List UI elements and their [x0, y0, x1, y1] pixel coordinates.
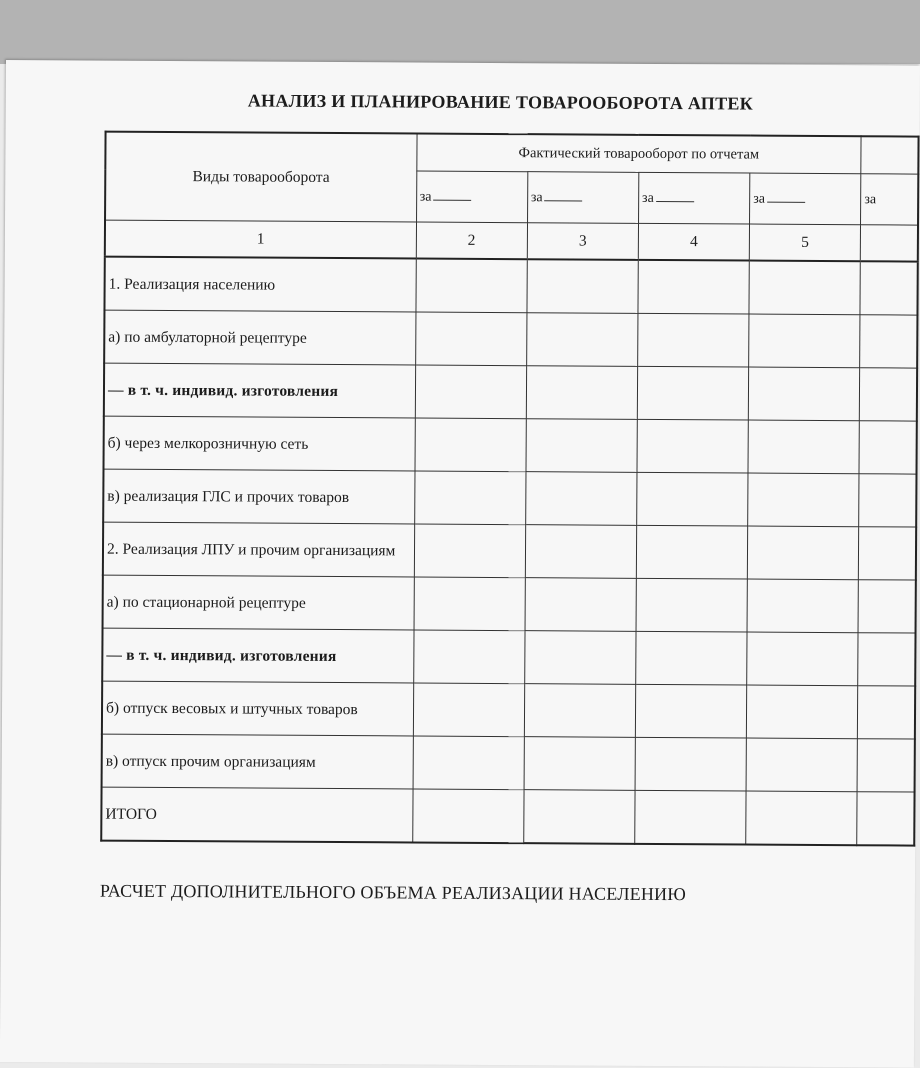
period-cell — [750, 173, 861, 225]
period-label: за — [642, 190, 654, 206]
data-cell — [858, 686, 916, 739]
data-cell — [637, 366, 748, 420]
data-cell — [524, 631, 635, 685]
turnover-table — [100, 131, 919, 847]
data-cell — [748, 420, 859, 474]
data-cell — [859, 421, 917, 474]
data-cell — [635, 790, 746, 844]
data-cell — [857, 739, 915, 792]
row-label: — в т. ч. индивид. изготовления — [102, 628, 413, 683]
data-cell — [749, 261, 860, 315]
row-label: б) отпуск весовых и штучных товаров — [102, 681, 413, 736]
row-label: 1. Реализация населению — [104, 257, 415, 312]
data-cell — [415, 312, 526, 366]
data-cell — [858, 633, 916, 686]
column-number — [861, 225, 918, 262]
row-label: в) реализация ГЛС и прочих товаров — [103, 469, 414, 524]
data-cell — [748, 473, 859, 527]
data-cell — [523, 790, 634, 844]
row-label: б) через мелкорозничную сеть — [104, 416, 415, 471]
period-label: за — [530, 189, 543, 205]
total-row-label: ИТОГО — [101, 787, 412, 842]
data-cell — [638, 313, 749, 367]
truncated-header-cell — [861, 136, 918, 174]
document-page — [0, 60, 920, 1068]
data-cell — [637, 419, 748, 473]
data-cell — [749, 314, 860, 368]
data-cell — [860, 261, 918, 315]
scanner-top-band — [0, 0, 920, 64]
period-label: за — [419, 189, 432, 205]
data-cell — [859, 474, 917, 527]
data-cell — [636, 631, 747, 685]
data-cell — [636, 525, 747, 579]
data-cell — [525, 525, 636, 579]
column-number: 2 — [416, 222, 527, 259]
period-cell — [527, 172, 638, 224]
data-cell — [747, 526, 858, 580]
period-label: за — [753, 191, 766, 207]
data-cell — [638, 260, 749, 314]
data-cell — [525, 578, 636, 632]
row-label: а) по стационарной рецептуре — [103, 575, 414, 630]
data-cell — [860, 368, 918, 421]
document-title: АНАЛИЗ И ПЛАНИРОВАНИЕ ТОВАРООБОРОТА АПТЕК — [247, 90, 754, 114]
column-number: 5 — [749, 224, 860, 261]
data-cell — [415, 365, 526, 419]
data-cell — [416, 259, 527, 313]
row-label: в) отпуск прочим организациям — [102, 734, 413, 789]
data-cell — [415, 418, 526, 472]
data-cell — [635, 684, 746, 738]
data-cell — [746, 738, 857, 792]
data-cell — [857, 792, 915, 846]
data-cell — [747, 632, 858, 686]
row-label: 2. Реализация ЛПУ и прочим организациям — [103, 522, 414, 577]
data-cell — [414, 471, 525, 525]
data-cell — [526, 366, 637, 420]
data-cell — [860, 315, 918, 368]
data-cell — [747, 579, 858, 633]
data-cell — [748, 367, 859, 421]
data-cell — [746, 791, 857, 845]
data-cell — [413, 630, 524, 684]
data-cell — [635, 737, 746, 791]
data-cell — [413, 736, 524, 790]
data-cell — [412, 789, 523, 843]
data-cell — [637, 472, 748, 526]
data-cell — [859, 527, 917, 580]
column-number: 3 — [527, 223, 638, 260]
data-cell — [636, 578, 747, 632]
data-cell — [525, 472, 636, 526]
data-cell — [414, 577, 525, 631]
data-cell — [526, 313, 637, 367]
period-label: за — [864, 191, 877, 207]
period-cell — [861, 174, 919, 225]
data-cell — [527, 259, 638, 313]
data-cell — [524, 684, 635, 738]
data-cell — [526, 419, 637, 473]
column-number: 1 — [105, 220, 416, 258]
data-cell — [414, 524, 525, 578]
column-number: 4 — [638, 223, 749, 260]
section-heading: РАСЧЕТ ДОПОЛНИТЕЛЬНОГО ОБЪЕМА РЕАЛИЗАЦИИ НАСЕЛЕНИЮ — [99, 880, 687, 905]
row-label: — в т. ч. индивид. изготовления — [104, 363, 415, 418]
data-cell — [524, 737, 635, 791]
period-cell — [416, 171, 527, 223]
period-cell — [638, 172, 749, 224]
data-cell — [746, 685, 857, 739]
data-cell — [413, 683, 524, 737]
group-header-cell: Фактический товарооборот по отчетам — [416, 134, 861, 174]
row-header-cell: Виды товарооборота — [105, 132, 417, 222]
row-label: а) по амбулаторной рецептуре — [104, 310, 415, 365]
data-cell — [858, 580, 916, 633]
